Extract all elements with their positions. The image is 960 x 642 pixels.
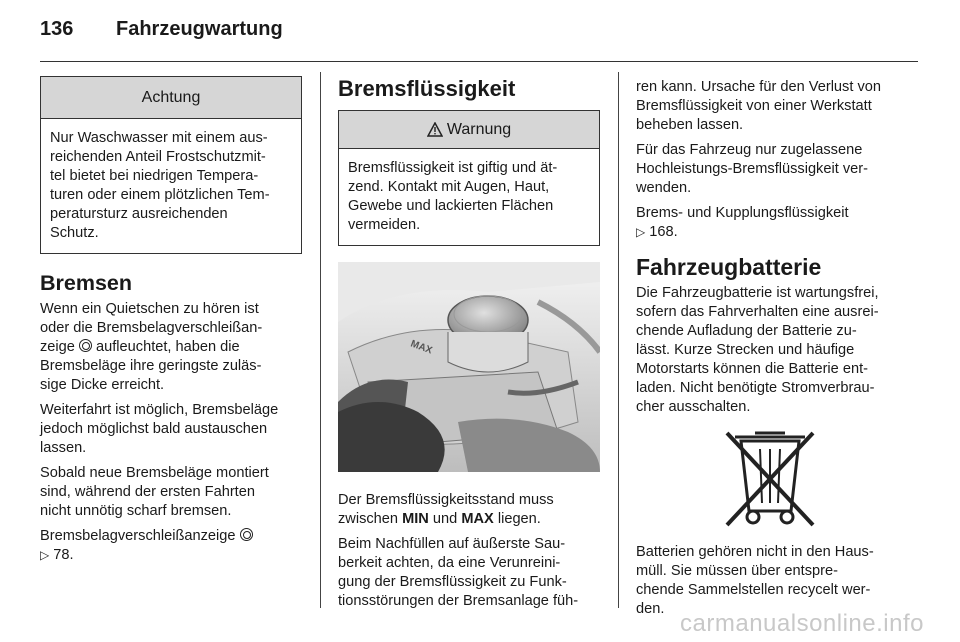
paragraph: Brems- und Kupplungsflüssigkeit ▷ 168.	[636, 205, 849, 240]
column-divider	[618, 72, 619, 608]
paragraph: Beim Nachfüllen auf äußerste Sau- berkeit achten, da eine Verunreini- gung der Bremsflüssigkeit zu Funk- tionsstörungen der Bremsanlage füh-	[338, 536, 579, 609]
page-reference-link[interactable]: 168.	[649, 224, 678, 240]
warning-header	[339, 111, 599, 149]
page-number: 136	[40, 18, 74, 40]
warning-box	[338, 110, 600, 246]
section-heading-bremsen: Bremsen	[40, 271, 133, 295]
page-header	[40, 18, 918, 62]
column-2	[338, 76, 600, 617]
warning-title: Warnung	[446, 120, 512, 138]
paragraph: Bremsbelagverschleißanzeige ▷ 78.	[40, 527, 302, 565]
brake-wear-indicator-icon	[240, 528, 253, 541]
page-reference-link[interactable]: 78.	[53, 547, 74, 563]
caution-text: Nur Waschwasser mit einem aus- reichenden Anteil Frostschutzmit- tel bietet bei niedrigen Tempera- turen oder einem plötzlichen Tem- peratursturz ausreichenden Schutz.	[50, 130, 270, 241]
warning-triangle-icon	[427, 122, 443, 137]
column-1	[40, 76, 302, 571]
column-divider	[320, 72, 321, 608]
crossed-out-bin-icon	[715, 429, 825, 529]
paragraph: Wenn ein Quietschen zu hören ist oder die Bremsbelagverschleißan- zeige aufleuchtet, haben die Bremsbeläge ihre geringste zuläs- sige Dicke erreicht.	[40, 301, 263, 393]
paragraph: Weiterfahrt ist möglich, Bremsbeläge jedoch möglichst bald austauschen lassen.	[40, 402, 279, 456]
warning-text: Bremsflüssigkeit ist giftig und ät- zend. Kontakt mit Augen, Haut, Gewebe und lackierten Flächen vermeiden.	[348, 160, 558, 233]
max-label: MAX	[408, 338, 434, 357]
page-title: Fahrzeugwartung	[116, 18, 283, 40]
paragraph: Für das Fahrzeug nur zugelassene Hochleistungs-Bremsflüssigkeit ver- wenden.	[636, 142, 868, 196]
caution-box	[40, 76, 302, 254]
page-reference-triangle-icon[interactable]: ▷	[636, 225, 646, 239]
paragraph: Der Bremsflüssigkeitsstand muss zwischen MIN und MAX liegen.	[338, 492, 554, 527]
brake-wear-indicator-icon	[79, 339, 92, 352]
paragraph: Batterien gehören nicht in den Haus- müll. Sie müssen über entspre- chende Sammelstellen recycelt wer- den.	[636, 544, 874, 617]
column-3	[636, 78, 904, 625]
section-heading-fahrzeugbatterie: Fahrzeugbatterie	[636, 254, 822, 280]
paragraph: Sobald neue Bremsbeläge montiert sind, während der ersten Fahrten nicht unnötig scharf bremsen.	[40, 465, 269, 519]
brake-fluid-reservoir-photo	[338, 262, 600, 472]
section-heading-bremsfluessigkeit: Bremsflüssigkeit	[338, 76, 516, 101]
watermark: carmanualsonline.info	[680, 610, 924, 637]
paragraph: Die Fahrzeugbatterie ist wartungsfrei, sofern das Fahrverhalten eine ausrei- chende Aufladung der Batterie zu- lässt. Kurze Strecken und häufige Motorstarts können die Batterie ent- laden. Nicht benötigte Stromverbrau- cher ausschalten.	[636, 285, 879, 415]
paragraph: ren kann. Ursache für den Verlust von Bremsflüssigkeit von einer Werkstatt beheben lassen.	[636, 79, 881, 133]
caution-title: Achtung	[41, 77, 301, 119]
page-reference-triangle-icon[interactable]: ▷	[40, 548, 50, 562]
